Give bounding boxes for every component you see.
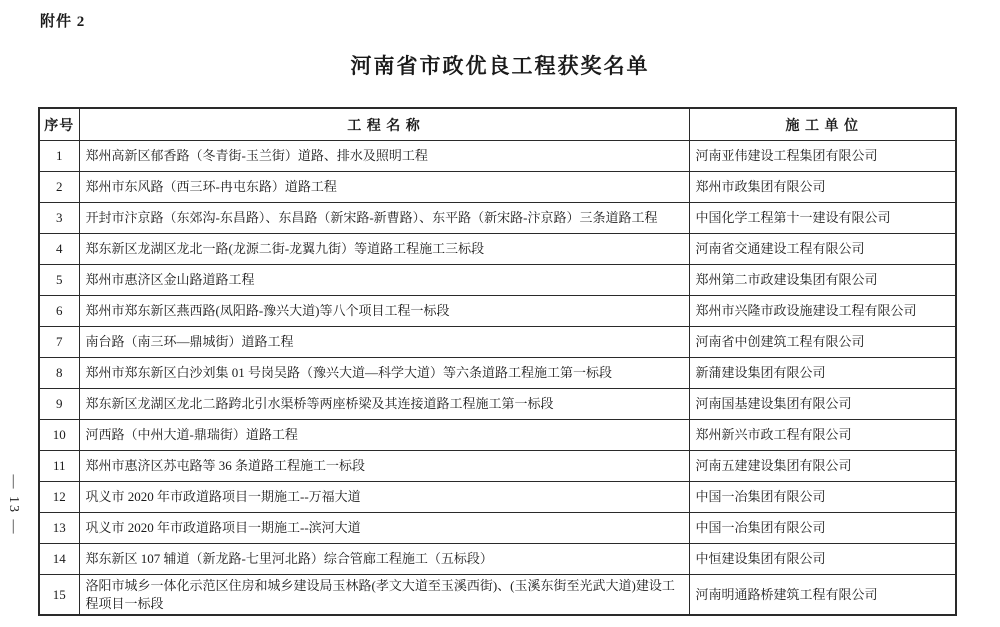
table-row: [39, 513, 956, 544]
project-name-cell: 南台路（南三环—鼎城街）道路工程: [79, 327, 689, 358]
serial-number-cell: 9: [39, 389, 79, 420]
project-name-cell: 郑东新区龙湖区龙北二路跨北引水渠桥等两座桥梁及其连接道路工程施工第一标段: [79, 389, 689, 420]
construction-unit-cell: 中国一冶集团有限公司: [689, 482, 956, 513]
serial-number-cell: 6: [39, 296, 79, 327]
construction-unit-cell: 郑州第二市政建设集团有限公司: [689, 265, 956, 296]
serial-number-cell: 3: [39, 203, 79, 234]
project-name-cell: 郑东新区龙湖区龙北一路(龙源二街-龙翼九街）等道路工程施工三标段: [79, 234, 689, 265]
header-project-name: 工 程 名 称: [79, 108, 689, 141]
construction-unit-cell: 河南省中创建筑工程有限公司: [689, 327, 956, 358]
project-name-cell: 河西路（中州大道-鼎瑞街）道路工程: [79, 420, 689, 451]
table-row: [39, 420, 956, 451]
serial-number-cell: 2: [39, 172, 79, 203]
serial-number-cell: 15: [39, 575, 79, 616]
project-name-cell: 郑州市东风路（西三环-冉屯东路）道路工程: [79, 172, 689, 203]
table-row: [39, 172, 956, 203]
table-row: [39, 203, 956, 234]
serial-number-cell: 10: [39, 420, 79, 451]
project-name-cell: 巩义市 2020 年市政道路项目一期施工--万福大道: [79, 482, 689, 513]
project-name-cell: 郑州市郑东新区白沙刘集 01 号岗吴路（豫兴大道—科学大道）等六条道路工程施工第一标段: [79, 358, 689, 389]
header-construction-unit: 施 工 单 位: [689, 108, 956, 141]
table-row: [39, 544, 956, 575]
construction-unit-cell: 河南亚伟建设工程集团有限公司: [689, 141, 956, 172]
project-name-cell: 巩义市 2020 年市政道路项目一期施工--滨河大道: [79, 513, 689, 544]
table-row: [39, 482, 956, 513]
construction-unit-cell: 新蒲建设集团有限公司: [689, 358, 956, 389]
construction-unit-cell: 河南五建建设集团有限公司: [689, 451, 956, 482]
serial-number-cell: 14: [39, 544, 79, 575]
table-row: [39, 389, 956, 420]
serial-number-cell: 5: [39, 265, 79, 296]
page-number: — 13 —: [6, 474, 21, 536]
table-row: [39, 575, 956, 616]
project-name-cell: 郑东新区 107 辅道（新龙路-七里河北路）综合管廊工程施工（五标段）: [79, 544, 689, 575]
table-row: [39, 141, 956, 172]
table-row: [39, 451, 956, 482]
construction-unit-cell: 郑州市兴隆市政设施建设工程有限公司: [689, 296, 956, 327]
project-name-cell: 洛阳市城乡一体化示范区住房和城乡建设局玉林路(孝文大道至玉溪西街)、(玉溪东街至光武大道)建设工程项目一标段: [79, 575, 689, 616]
table-row: [39, 296, 956, 327]
table-row: [39, 358, 956, 389]
project-name-cell: 郑州市惠济区苏屯路等 36 条道路工程施工一标段: [79, 451, 689, 482]
construction-unit-cell: 中国一冶集团有限公司: [689, 513, 956, 544]
construction-unit-cell: 郑州新兴市政工程有限公司: [689, 420, 956, 451]
table-row: [39, 234, 956, 265]
serial-number-cell: 8: [39, 358, 79, 389]
serial-number-cell: 1: [39, 141, 79, 172]
table-row: [39, 327, 956, 358]
project-name-cell: 郑州高新区郁香路（冬青街-玉兰街）道路、排水及照明工程: [79, 141, 689, 172]
table-header-row: [39, 108, 956, 141]
serial-number-cell: 7: [39, 327, 79, 358]
attachment-label: 附件 2: [40, 14, 86, 30]
awards-table: [38, 107, 957, 616]
header-serial-number: 序号: [39, 108, 79, 141]
serial-number-cell: 13: [39, 513, 79, 544]
page-title: 河南省市政优良工程获奖名单: [350, 54, 650, 78]
project-name-cell: 开封市汴京路（东郊沟-东昌路）、东昌路（新宋路-新曹路）、东平路（新宋路-汴京路）三条道路工程: [79, 203, 689, 234]
construction-unit-cell: 河南省交通建设工程有限公司: [689, 234, 956, 265]
table-row: [39, 265, 956, 296]
serial-number-cell: 12: [39, 482, 79, 513]
project-name-cell: 郑州市郑东新区燕西路(凤阳路-豫兴大道)等八个项目工程一标段: [79, 296, 689, 327]
serial-number-cell: 11: [39, 451, 79, 482]
project-name-cell: 郑州市惠济区金山路道路工程: [79, 265, 689, 296]
construction-unit-cell: 河南国基建设集团有限公司: [689, 389, 956, 420]
construction-unit-cell: 河南明通路桥建筑工程有限公司: [689, 575, 956, 616]
construction-unit-cell: 郑州市政集团有限公司: [689, 172, 956, 203]
construction-unit-cell: 中国化学工程第十一建设有限公司: [689, 203, 956, 234]
serial-number-cell: 4: [39, 234, 79, 265]
construction-unit-cell: 中恒建设集团有限公司: [689, 544, 956, 575]
